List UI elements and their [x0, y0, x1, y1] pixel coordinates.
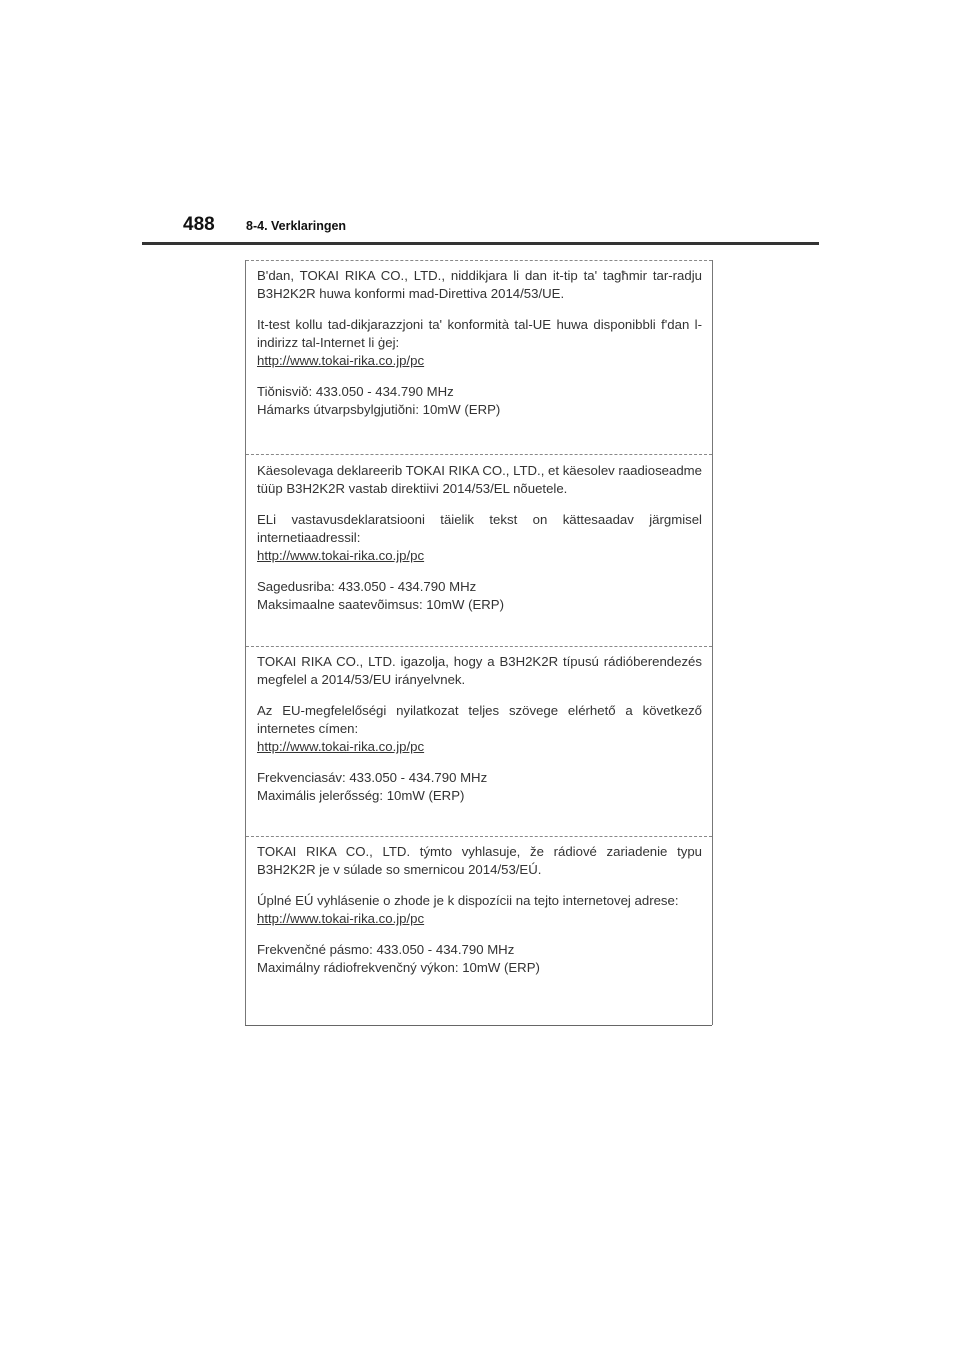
frequency-band: Frekvenciasáv: 433.050 - 434.790 MHz: [257, 770, 488, 785]
declaration-maltese: [246, 260, 712, 450]
declaration-hungarian: [246, 646, 712, 834]
declaration-statement: TOKAI RIKA CO., LTD. igazolja, hogy a B3H2K2R típusú rádióberendezés megfelel a 2014/53/EU irányelvnek.: [257, 654, 702, 687]
declaration-statement: B'dan, TOKAI RIKA CO., LTD., niddikjara li dan it-tip ta' tagħmir tar-radju B3H2K2R huwa konformi mad-Direttiva 2014/53/UE.: [257, 268, 702, 301]
frequency-band: Frekvenčné pásmo: 433.050 - 434.790 MHz: [257, 942, 515, 957]
max-power: Maksimaalne saatevõimsus: 10mW (ERP): [257, 597, 504, 612]
declaration-availability: ELi vastavusdeklaratsiooni täielik tekst on kättesaadav järgmisel internetiaadressil:: [257, 512, 702, 545]
declaration-availability: Úplné EÚ vyhlásenie o zhode je k dispozícii na tejto internetovej adrese:: [257, 893, 679, 908]
declarations-box: [245, 260, 713, 1025]
declaration-availability: Az EU-megfelelőségi nyilatkozat teljes szövege elérhető a következő internetes címen:: [257, 703, 702, 736]
box-bottom-rule: [245, 1025, 712, 1026]
declaration-url-link[interactable]: http://www.tokai-rika.co.jp/pc: [257, 911, 425, 926]
max-power: Hámarks útvarpsbylgjutiŏni: 10mW (ERP): [257, 402, 501, 417]
declaration-statement: Käesolevaga deklareerib TOKAI RIKA CO., LTD., et käesolev raadioseadme tüüp B3H2K2R vastab direktiivi 2014/53/EL nõuetele.: [257, 463, 702, 496]
declaration-url-link[interactable]: http://www.tokai-rika.co.jp/pc: [257, 739, 425, 754]
page-number: 488: [183, 214, 215, 235]
section-title: 8-4. Verklaringen: [246, 219, 347, 233]
declaration-url-link[interactable]: http://www.tokai-rika.co.jp/pc: [257, 353, 425, 368]
max-power: Maximális jelerősség: 10mW (ERP): [257, 788, 465, 803]
frequency-band: Tiŏnisviŏ: 433.050 - 434.790 MHz: [257, 384, 454, 399]
max-power: Maximálny rádiofrekvenčný výkon: 10mW (ERP): [257, 960, 540, 975]
declaration-estonian: [246, 454, 712, 642]
declaration-url-link[interactable]: http://www.tokai-rika.co.jp/pc: [257, 548, 425, 563]
declaration-availability: It-test kollu tad-dikjarazzjoni ta' konformità tal-UE huwa disponibbli f'dan l-indirizz tal-Internet li ġej:: [257, 317, 702, 350]
declaration-statement: TOKAI RIKA CO., LTD. týmto vyhlasuje, že rádiové zariadenie typu B3H2K2R je v súlade so smernicou 2014/53/EÚ.: [257, 844, 702, 877]
frequency-band: Sagedusriba: 433.050 - 434.790 MHz: [257, 579, 477, 594]
header-rule: [142, 242, 819, 245]
declaration-slovak: [246, 836, 712, 1025]
